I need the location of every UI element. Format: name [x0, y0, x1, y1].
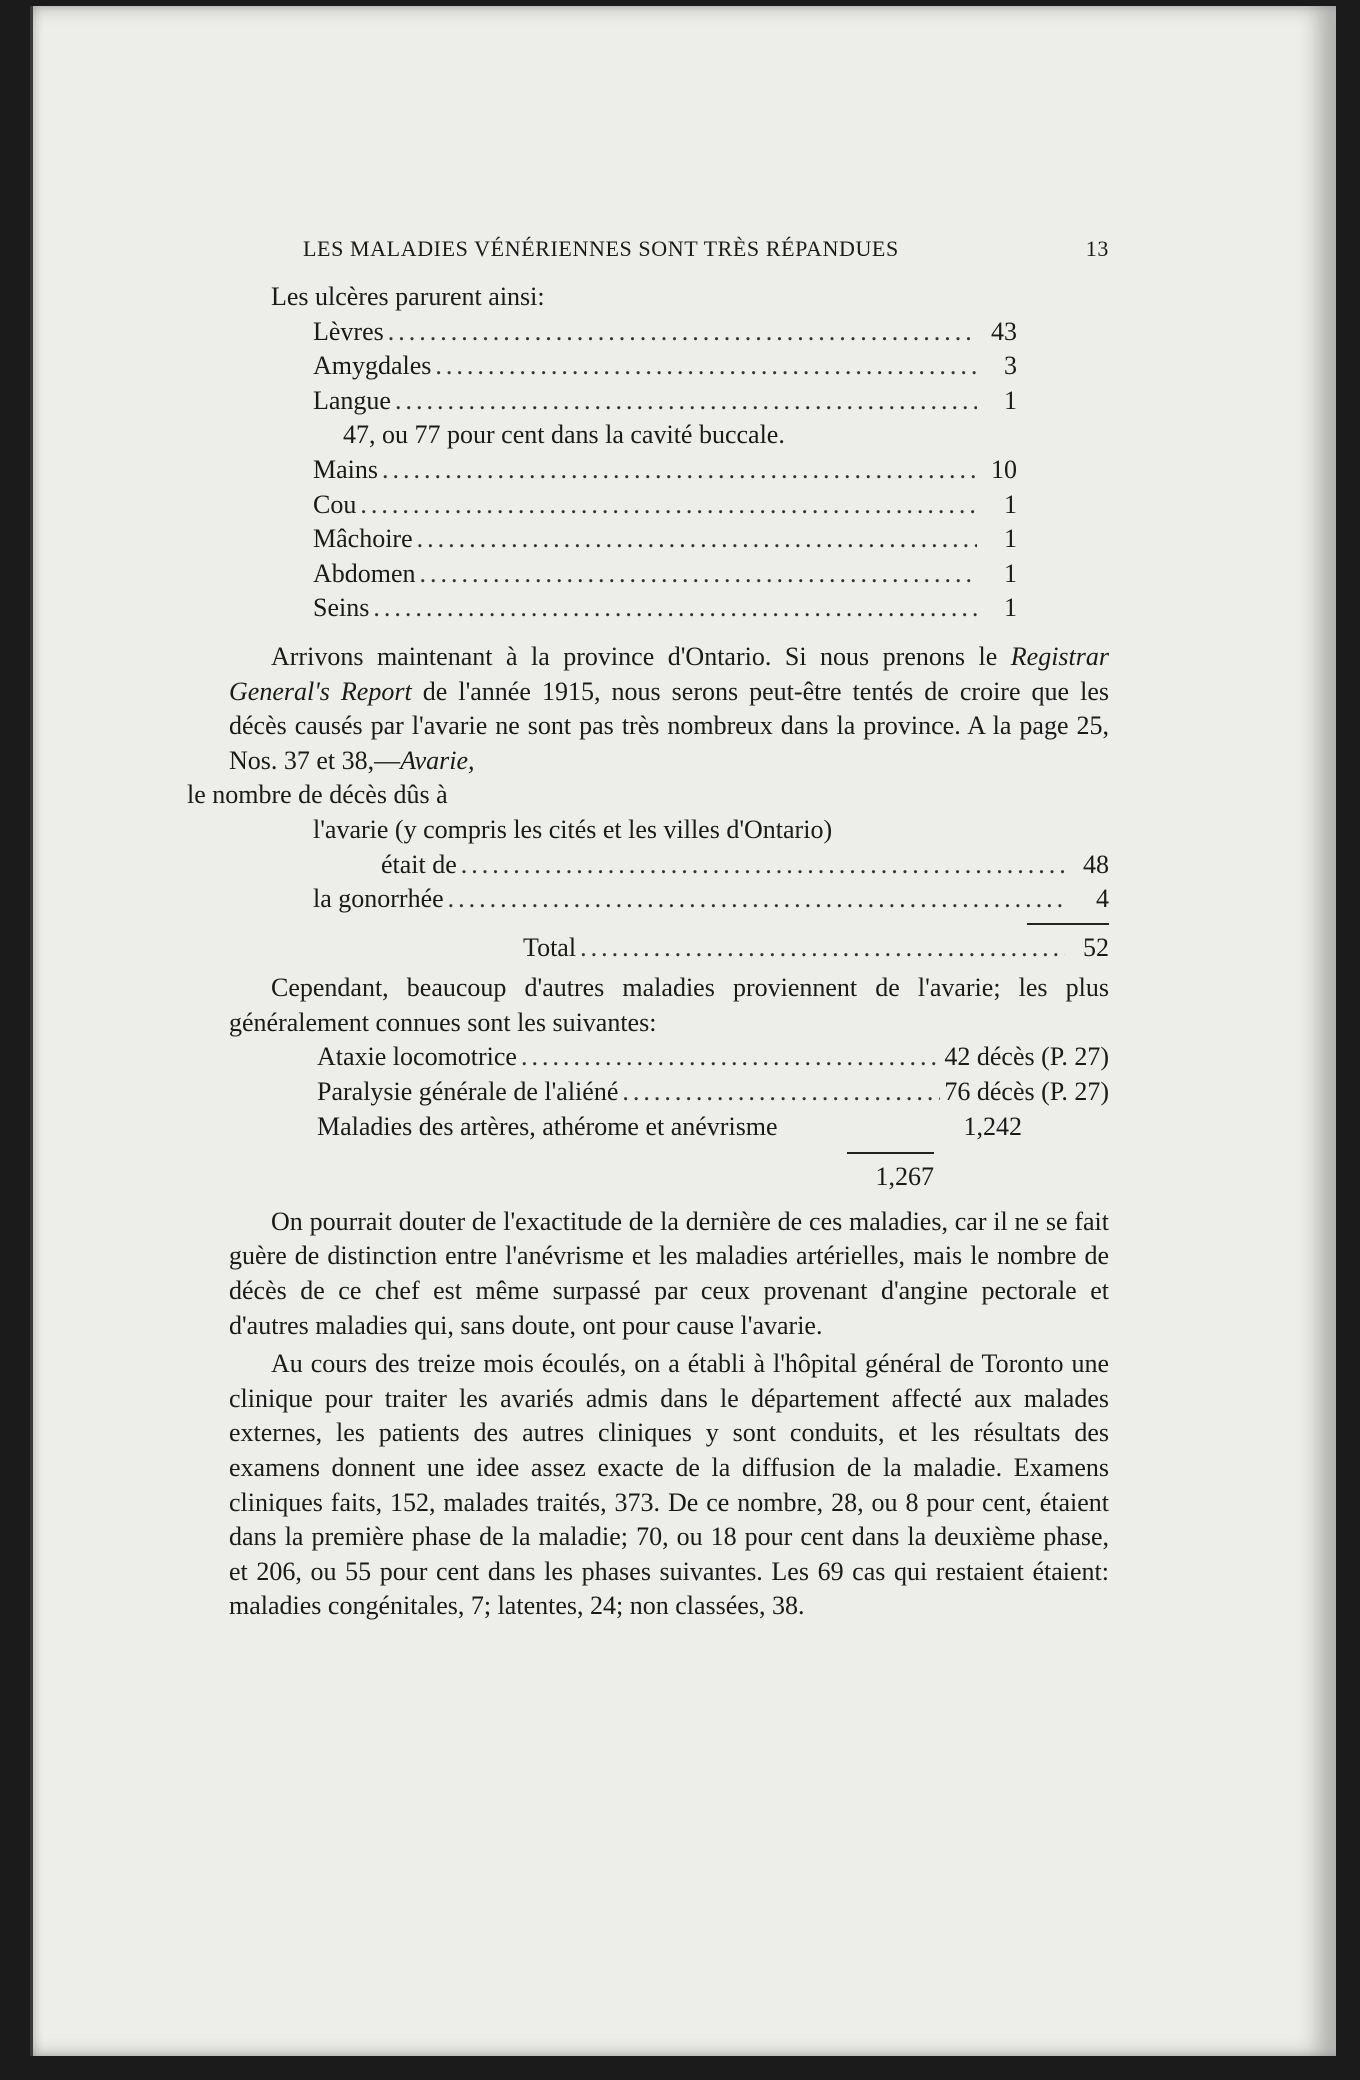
table-row: Amygdales ..... 3 [313, 349, 1017, 384]
ontario-deaths-table [229, 813, 1109, 965]
table-row: Mâchoire ..... 1 [313, 522, 1017, 557]
ulcers-table [229, 280, 1109, 626]
avarie-line: l'avarie (y compris les cités et les villes d'Ontario) [313, 814, 833, 844]
table-row: était de ..... 48 [229, 848, 1109, 883]
running-header [229, 230, 1109, 266]
diseases-sum: 1,267 [875, 1162, 934, 1192]
table-row: Ataxie locomotrice ..... 42 décès (P. 27) [317, 1040, 1109, 1075]
clinic-paragraph: Au cours des treize mois écoulés, on a établi à l'hôpital général de Toronto une clinique pour traiter les avariés admis dans le département affecté aux malades externes, les patients des autres cliniques y sont conduits, et les résultats des examens donnent une idee assez exacte de la diffusion de la maladie. Examens cliniques faits, 152, malades traités, 373. De ce nombre, 28, ou 8 pour cent, étaient dans la première phase de la maladie; 70, ou 18 pour cent dans la deuxième phase, et 206, ou 55 pour cent dans les phases suivantes. Les 69 cas qui restaient étaient: maladies congénitales, 7; latentes, 24; non classées, 38. [229, 1349, 1109, 1621]
table-row: Mains ..... 10 [313, 453, 1017, 488]
diseases-table [229, 1040, 1109, 1194]
doubt-paragraph: On pourrait douter de l'exactitude de la dernière de ces maladies, car il ne se fait guère de distinction entre l'anévrisme et les maladies artérielles, mais le nombre de décès de ce chef est même surpassé par ceux provenant d'angine pectorale et d'autres maladies qui, sans doute, ont pour cause l'avarie. [229, 1206, 1109, 1340]
table-row: Abdomen ..... 1 [313, 557, 1017, 592]
table-row: Lèvres ..... 43 [313, 315, 1017, 350]
page-text [187, 230, 1110, 1624]
report-title: Registrar General's Report [229, 641, 1110, 706]
ulcers-intro: Les ulcères parurent ainsi: [271, 282, 545, 311]
page-edge [30, 6, 33, 2056]
header-title: LES MALADIES VÉNÉRIENNES SONT TRÈS RÉPANDUES [303, 236, 899, 261]
table-row: la gonorrhée ..... 4 [229, 882, 1109, 917]
table-row: Paralysie générale de l'aliéné ..... 76 décès (P. 27) [317, 1075, 1109, 1110]
page-number: 13 [1085, 236, 1109, 261]
table-row: Cou ..... 1 [313, 488, 1017, 523]
total-row: Total ..... 52 [229, 931, 1109, 966]
table-row: Seins ..... 1 [313, 591, 1017, 626]
avarie-italic: Avarie, [400, 745, 475, 775]
total-rule [1027, 923, 1109, 925]
ulcers-subtotal-note: 47, ou 77 pour cent dans la cavité buccale. [343, 420, 785, 450]
ontario-paragraph: Arrivons maintenant à la province d'Ontario. Si nous prenons le Registrar General's Report de l'année 1915, nous serons peut-être tentés de croire que les décès causés par l'avarie ne sont pas très nombreux dans la province. A la page 25, Nos. 37 et 38,—Avarie, le nombre de décès dûs à [187, 641, 1110, 810]
sum-rule [847, 1152, 934, 1154]
diseases-intro: Cependant, beaucoup d'autres maladies proviennent de l'avarie; les plus généralement connues sont les suivantes: [229, 973, 1109, 1037]
table-row: Langue ..... 1 [313, 384, 1017, 419]
table-row: Maladies des artères, athérome et anévrisme 1,242 [317, 1111, 1022, 1141]
